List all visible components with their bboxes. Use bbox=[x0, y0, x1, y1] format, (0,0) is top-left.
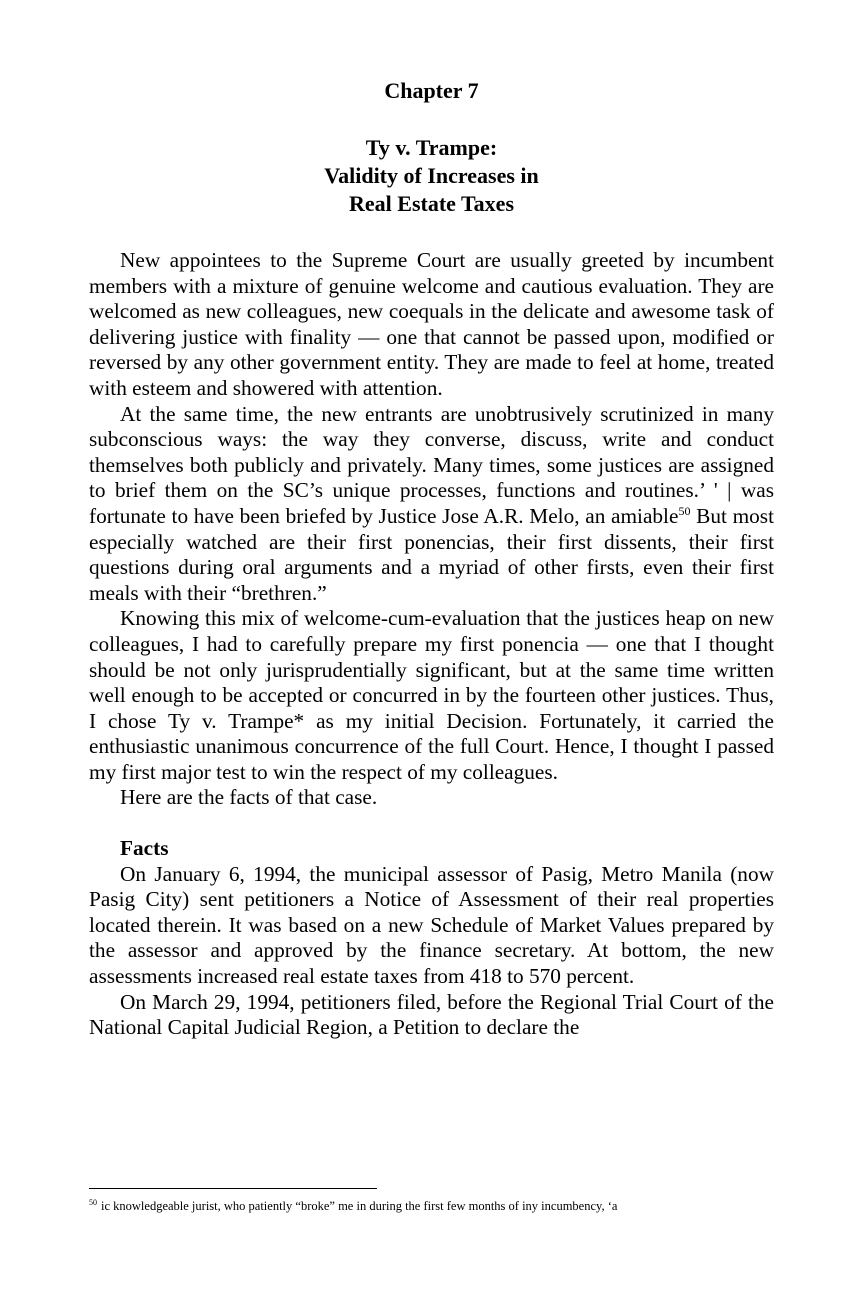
paragraph-4: Here are the facts of that case. bbox=[120, 785, 378, 810]
paragraph-2-end: But most especially watched are their first ponencias, their first dissents, their first questions during oral arguments and a myriad of other firsts, even their first meals with their “brethren.” bbox=[89, 503, 774, 605]
page-content bbox=[89, 76, 774, 1041]
footnote-number: 50 bbox=[89, 1197, 97, 1207]
paragraph-6: On March 29, 1994, petitioners filed, before the Regional Trial Court of the National Capital Judicial Region, a Petition to declare the bbox=[89, 989, 774, 1040]
footnote-text: ic knowledgeable jurist, who patiently “broke” me in during the first few months of iny incumbency, ‘a bbox=[101, 1199, 618, 1213]
paragraph-1: New appointees to the Supreme Court are usually greeted by incumbent members with a mixture of genuine welcome and cautious evaluation. They are welcomed as new colleagues, new coequals in the delicate and awesome task of delivering justice with finality — one that cannot be passed upon, modified or reversed by any other government entity. They are made to feel at home, treated with esteem and showered with attention. bbox=[89, 248, 774, 400]
title-line-3: Real Estate Taxes bbox=[349, 191, 514, 216]
paragraph-2-start: At the same time, the new entrants are unobtrusively scrutinized in many subconscious ways: the way they converse, discuss, write and conduct themselves both publicly and privately. Many times, some justices are assigned to brief them on the SC’s unique processes, functions and routines.’ ' | was fortunate to have been briefed by Justice Jose A.R. Melo, an amiable bbox=[89, 401, 774, 528]
paragraph-5: On January 6, 1994, the municipal assessor of Pasig, Metro Manila (now Pasig City) sent petitioners a Notice of Assessment of their real properties located therein. It was based on a new Schedule of Market Values prepared by the assessor and approved by the finance secretary. At bottom, the new assessments increased real estate taxes from 418 to 570 percent. bbox=[89, 861, 774, 989]
chapter-label: Chapter 7 bbox=[384, 78, 479, 103]
title-line-1: Ty v. Trampe: bbox=[365, 135, 498, 160]
section-heading-facts: Facts bbox=[120, 836, 169, 861]
footnote bbox=[89, 1198, 779, 1214]
footnote-reference[interactable]: 50 bbox=[678, 503, 691, 518]
body-text bbox=[89, 248, 774, 1041]
footnote-divider bbox=[89, 1188, 377, 1189]
paragraph-3: Knowing this mix of welcome-cum-evaluation that the justices heap on new colleagues, I had to carefully prepare my first ponencia — one that I thought should be not only jurisprudentially significant, but at the same time written well enough to be accepted or concurred in by the fourteen other justices. Thus, I chose Ty v. Trampe* as my initial Decision. Fortunately, it carried the enthusiastic unanimous concurrence of the full Court. Hence, I thought I passed my first major test to win the respect of my colleagues. bbox=[89, 606, 774, 784]
title-line-2: Validity of Increases in bbox=[324, 163, 539, 188]
paragraph-2 bbox=[89, 402, 774, 607]
chapter-title bbox=[89, 134, 774, 218]
